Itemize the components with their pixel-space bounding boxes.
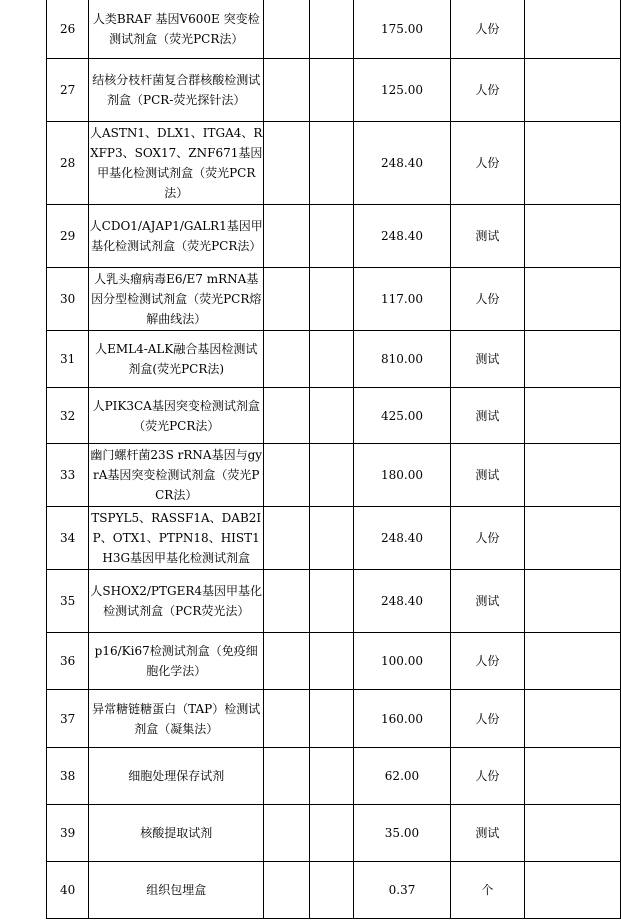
- table-row: [47, 690, 621, 748]
- empty-cell: [524, 805, 620, 862]
- item-price: 125.00: [353, 59, 451, 122]
- empty-cell: [524, 122, 620, 205]
- item-unit: 人份: [451, 122, 524, 205]
- row-number: 37: [47, 690, 89, 748]
- empty-cell: [309, 862, 353, 919]
- row-number: 36: [47, 633, 89, 690]
- table-row: [47, 59, 621, 122]
- item-unit: 人份: [451, 59, 524, 122]
- table-row: [47, 507, 621, 570]
- empty-cell: [524, 748, 620, 805]
- row-number: 28: [47, 122, 89, 205]
- empty-cell: [524, 862, 620, 919]
- empty-cell: [264, 862, 310, 919]
- item-name: 人PIK3CA基因突变检测试剂盒（荧光PCR法）: [89, 388, 264, 444]
- empty-cell: [309, 748, 353, 805]
- empty-cell: [309, 633, 353, 690]
- item-unit: 人份: [451, 633, 524, 690]
- item-price: 248.40: [353, 570, 451, 633]
- row-number: 30: [47, 268, 89, 331]
- item-name: p16/Ki67检测试剂盒（免疫细胞化学法）: [89, 633, 264, 690]
- empty-cell: [309, 444, 353, 507]
- item-name: 人SHOX2/PTGER4基因甲基化检测试剂盒（PCR荧光法）: [89, 570, 264, 633]
- empty-cell: [264, 205, 310, 268]
- item-name: 结核分枝杆菌复合群核酸检测试剂盒（PCR-荧光探针法）: [89, 59, 264, 122]
- item-price: 180.00: [353, 444, 451, 507]
- item-unit: 人份: [451, 690, 524, 748]
- empty-cell: [264, 690, 310, 748]
- table-row: [47, 388, 621, 444]
- empty-cell: [524, 633, 620, 690]
- item-unit: 人份: [451, 507, 524, 570]
- item-price: 175.00: [353, 0, 451, 59]
- table-row: [47, 748, 621, 805]
- empty-cell: [264, 122, 310, 205]
- item-unit: 测试: [451, 388, 524, 444]
- row-number: 38: [47, 748, 89, 805]
- row-number: 27: [47, 59, 89, 122]
- row-number: 33: [47, 444, 89, 507]
- item-price: 160.00: [353, 690, 451, 748]
- item-unit: 测试: [451, 205, 524, 268]
- empty-cell: [524, 268, 620, 331]
- empty-cell: [309, 805, 353, 862]
- empty-cell: [309, 122, 353, 205]
- table-row: [47, 444, 621, 507]
- empty-cell: [524, 331, 620, 388]
- item-name: 核酸提取试剂: [89, 805, 264, 862]
- item-name: 人类BRAF 基因V600E 突变检测试剂盒（荧光PCR法）: [89, 0, 264, 59]
- row-number: 35: [47, 570, 89, 633]
- row-number: 31: [47, 331, 89, 388]
- item-price: 100.00: [353, 633, 451, 690]
- item-name: 人CDO1/AJAP1/GALR1基因甲基化检测试剂盒（荧光PCR法）: [89, 205, 264, 268]
- row-number: 40: [47, 862, 89, 919]
- row-number: 39: [47, 805, 89, 862]
- table-row: [47, 268, 621, 331]
- empty-cell: [264, 444, 310, 507]
- item-unit: 个: [451, 862, 524, 919]
- empty-cell: [524, 205, 620, 268]
- item-unit: 人份: [451, 0, 524, 59]
- item-unit: 测试: [451, 331, 524, 388]
- empty-cell: [309, 507, 353, 570]
- item-unit: 测试: [451, 570, 524, 633]
- item-price: 810.00: [353, 331, 451, 388]
- item-price: 0.37: [353, 862, 451, 919]
- empty-cell: [264, 633, 310, 690]
- item-name: 组织包埋盒: [89, 862, 264, 919]
- empty-cell: [524, 690, 620, 748]
- empty-cell: [309, 690, 353, 748]
- row-number: 32: [47, 388, 89, 444]
- empty-cell: [264, 805, 310, 862]
- empty-cell: [524, 570, 620, 633]
- empty-cell: [524, 444, 620, 507]
- table-row: [47, 570, 621, 633]
- table-row: [47, 331, 621, 388]
- row-number: 26: [47, 0, 89, 59]
- empty-cell: [264, 331, 310, 388]
- item-name: 人ASTN1、DLX1、ITGA4、RXFP3、SOX17、ZNF671基因甲基化检测试剂盒（荧光PCR法）: [89, 122, 264, 205]
- empty-cell: [524, 59, 620, 122]
- empty-cell: [264, 507, 310, 570]
- empty-cell: [309, 331, 353, 388]
- item-price: 35.00: [353, 805, 451, 862]
- row-number: 29: [47, 205, 89, 268]
- empty-cell: [264, 748, 310, 805]
- row-number: 34: [47, 507, 89, 570]
- item-unit: 人份: [451, 748, 524, 805]
- item-name: 异常糖链糖蛋白（TAP）检测试剂盒（凝集法）: [89, 690, 264, 748]
- empty-cell: [264, 59, 310, 122]
- item-price: 248.40: [353, 122, 451, 205]
- item-price: 425.00: [353, 388, 451, 444]
- item-price: 248.40: [353, 507, 451, 570]
- empty-cell: [309, 388, 353, 444]
- empty-cell: [264, 0, 310, 59]
- item-name: 人EML4-ALK融合基因检测试剂盒(荧光PCR法): [89, 331, 264, 388]
- item-unit: 人份: [451, 268, 524, 331]
- table-row: [47, 805, 621, 862]
- item-unit: 测试: [451, 444, 524, 507]
- empty-cell: [309, 59, 353, 122]
- item-price: 62.00: [353, 748, 451, 805]
- empty-cell: [309, 205, 353, 268]
- empty-cell: [309, 570, 353, 633]
- item-name: 幽门螺杆菌23S rRNA基因与gyrA基因突变检测试剂盒（荧光PCR法）: [89, 444, 264, 507]
- empty-cell: [264, 388, 310, 444]
- empty-cell: [524, 507, 620, 570]
- empty-cell: [524, 0, 620, 59]
- table-row: [47, 122, 621, 205]
- empty-cell: [264, 268, 310, 331]
- empty-cell: [309, 268, 353, 331]
- item-unit: 测试: [451, 805, 524, 862]
- table-row: [47, 205, 621, 268]
- table-row: [47, 633, 621, 690]
- table-row: [47, 0, 621, 59]
- table-row: [47, 862, 621, 919]
- empty-cell: [264, 570, 310, 633]
- item-name: 细胞处理保存试剂: [89, 748, 264, 805]
- item-name: 人乳头瘤病毒E6/E7 mRNA基因分型检测试剂盒（荧光PCR熔解曲线法）: [89, 268, 264, 331]
- price-table: [46, 0, 621, 919]
- empty-cell: [309, 0, 353, 59]
- item-price: 117.00: [353, 268, 451, 331]
- item-name: TSPYL5、RASSF1A、DAB2IP、OTX1、PTPN18、HIST1H3G基因甲基化检测试剂盒: [89, 507, 264, 570]
- empty-cell: [524, 388, 620, 444]
- item-price: 248.40: [353, 205, 451, 268]
